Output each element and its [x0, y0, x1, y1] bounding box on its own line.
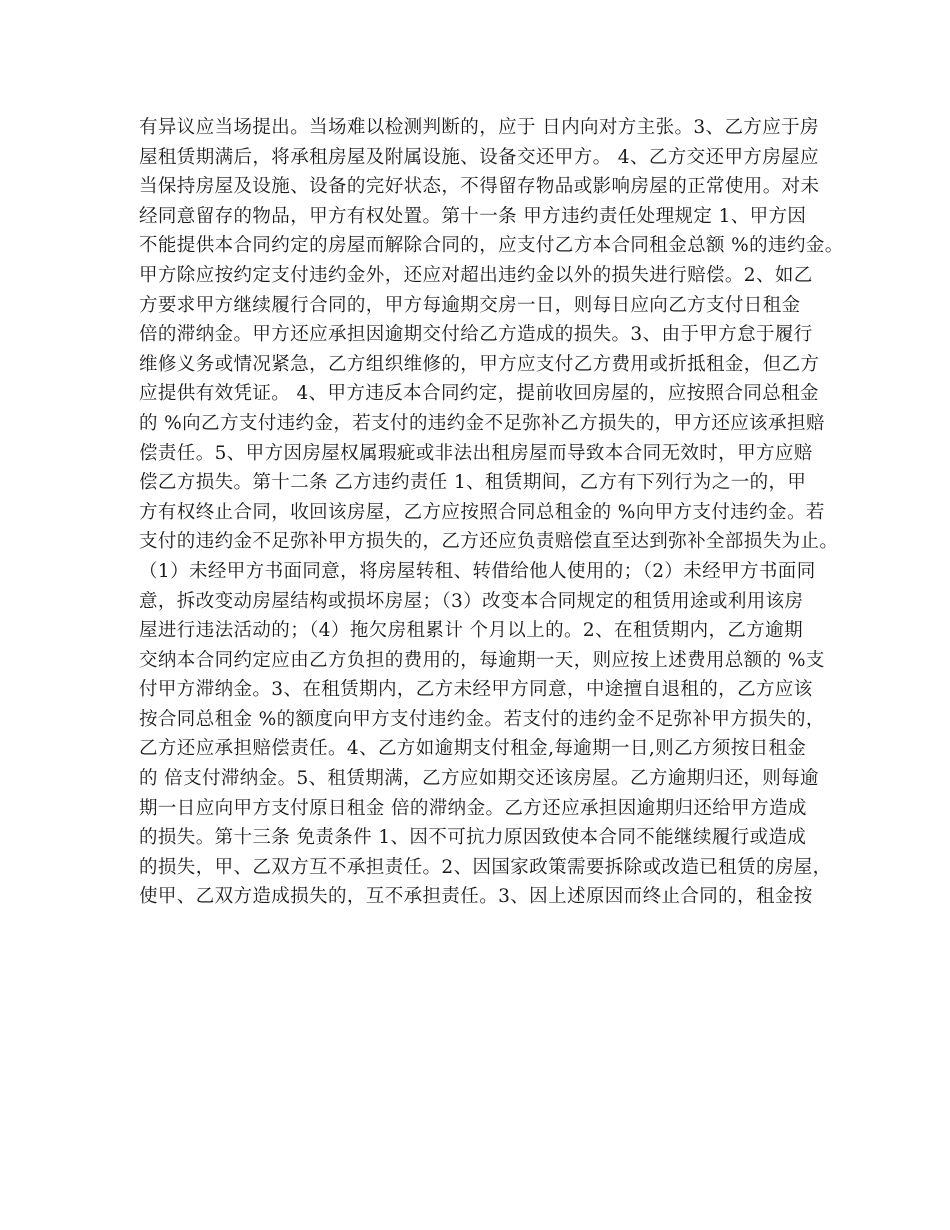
- text-line: 期一日应向甲方支付原日租金 倍的滞纳金。乙方还应承担因逾期归还给甲方造成: [139, 797, 807, 819]
- text-line: 方要求甲方继续履行合同的，甲方每逾期交房一日，则每日应向乙方支付日租金: [139, 294, 801, 316]
- text-line: 偿乙方损失。第十二条 乙方违约责任 1、租赁期间，乙方有下列行为之一的，甲: [139, 472, 807, 494]
- text-line: 支付的违约金不足弥补甲方损失的，乙方还应负责赔偿直至达到弥补全部损失为止。: [139, 531, 839, 553]
- text-line: （1）未经甲方书面同意，将房屋转租、转借给他人使用的；（2）未经甲方书面同: [139, 560, 816, 582]
- text-line: 屋租赁期满后，将承租房屋及附属设施、设备交还甲方。 4、乙方交还甲方房屋应: [139, 146, 819, 168]
- text-line: 应提供有效凭证。 4、甲方违反本合同约定，提前收回房屋的，应按照合同总租金: [139, 383, 819, 405]
- text-line: 经同意留存的物品，甲方有权处置。第十一条 甲方违约责任处理规定 1、甲方因: [139, 205, 807, 227]
- text-line: 当保持房屋及设施、设备的完好状态，不得留存物品或影响房屋的正常使用。对未: [139, 176, 820, 198]
- text-line: 交纳本合同约定应由乙方负担的费用的，每逾期一天，则应按上述费用总额的 %支: [139, 649, 825, 671]
- text-line: 付甲方滞纳金。3、在租赁期内，乙方未经甲方同意，中途擅自退租的，乙方应该: [139, 679, 813, 701]
- text-line: 乙方还应承担赔偿责任。4、乙方如逾期支付租金,每逾期一日,则乙方须按日租金: [139, 738, 807, 760]
- contract-text-body: [139, 113, 844, 912]
- text-line: 有异议应当场提出。当场难以检测判断的，应于 日内向对方主张。3、乙方应于房: [139, 117, 819, 138]
- text-line: 偿责任。5、甲方因房屋权属瑕疵或非法出租房屋而导致本合同无效时，甲方应赔: [139, 442, 813, 464]
- text-line: 的损失。第十三条 免责条件 1、因不可抗力原因致使本合同不能继续履行或造成: [139, 827, 807, 849]
- text-line: 按合同总租金 %的额度向甲方支付违约金。若支付的违约金不足弥补甲方损失的，: [139, 708, 825, 730]
- text-line: 的 %向乙方支付违约金，若支付的违约金不足弥补乙方损失的，甲方还应该承担赔: [139, 412, 825, 434]
- text-line: 倍的滞纳金。甲方还应承担因逾期交付给乙方造成的损失。3、由于甲方怠于履行: [139, 324, 813, 346]
- text-line: 的 倍支付滞纳金。5、租赁期满，乙方应如期交还该房屋。乙方逾期归还，则每逾: [139, 768, 819, 790]
- text-line: 意，拆改变动房屋结构或损坏房屋；（3）改变本合同规定的租赁用途或利用该房: [139, 590, 804, 612]
- text-line: 维修义务或情况紧急，乙方组织维修的，甲方应支付乙方费用或折抵租金，但乙方: [139, 353, 820, 375]
- text-line: 方有权终止合同，收回该房屋，乙方应按照合同总租金的 %向甲方支付违约金。若: [139, 501, 825, 523]
- text-line: 使甲、乙双方造成损失的，互不承担责任。3、因上述原因而终止合同的，租金按: [139, 886, 813, 908]
- text-line: 甲方除应按约定支付违约金外，还应对超出违约金以外的损失进行赔偿。2、如乙: [139, 264, 813, 286]
- text-line: 不能提供本合同约定的房屋而解除合同的，应支付乙方本合同租金总额 %的违约金。: [139, 235, 844, 257]
- text-line: 的损失，甲、乙双方互不承担责任。2、因国家政策需要拆除或改造已租赁的房屋，: [139, 856, 832, 878]
- text-line: 屋进行违法活动的；（4）拖欠房租累计 个月以上的。2、在租赁期内，乙方逾期: [139, 620, 803, 642]
